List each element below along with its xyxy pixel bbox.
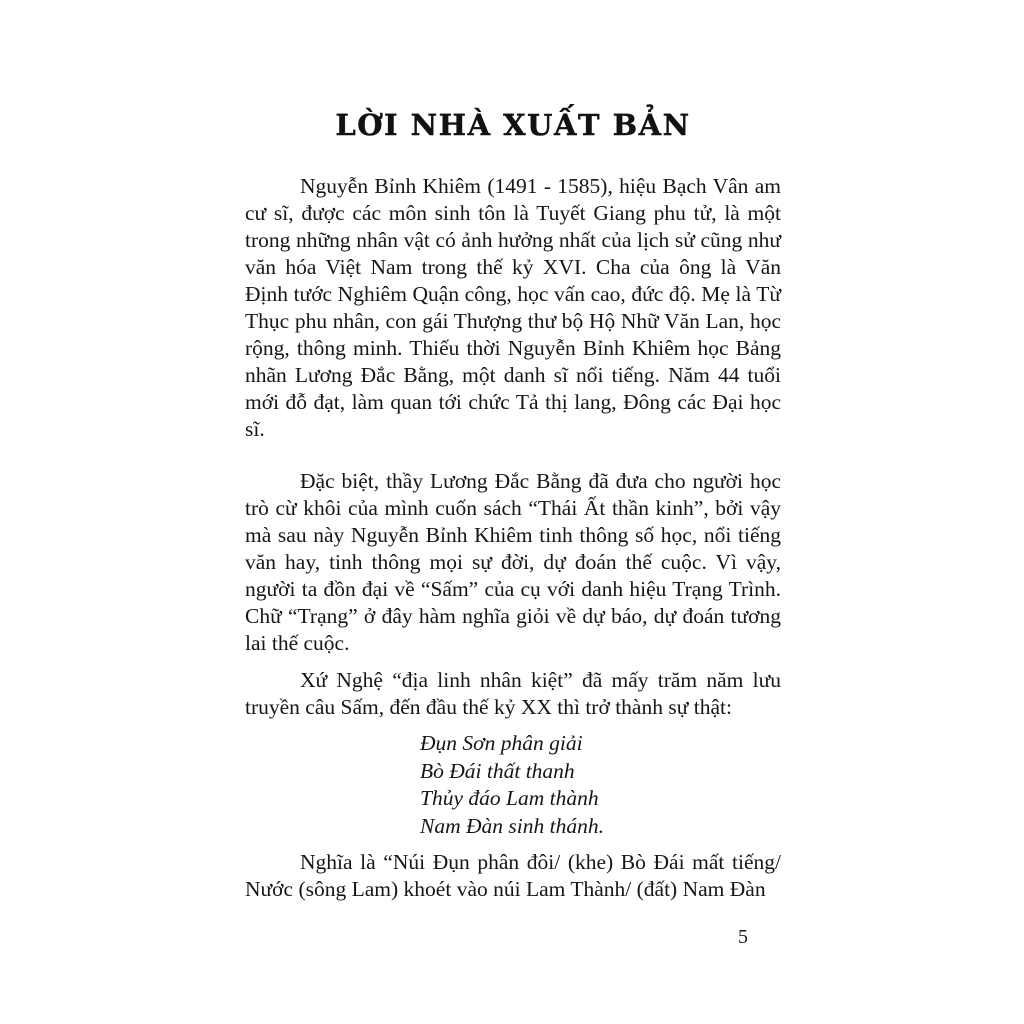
paragraph-xu-nghe: Xứ Nghệ “địa linh nhân kiệt” đã mấy trăm năm lưu truyền câu Sấm, đến đầu thế kỷ XX thì trở thành sự thật: [245,668,781,719]
prophecy-verse [420,730,781,840]
paragraph-verse-meaning: Nghĩa là “Núi Đụn phân đôi/ (khe) Bò Đái mất tiếng/ Nước (sông Lam) khoét vào núi Lam Thành/ (đất) Nam Đàn [245,850,781,901]
verse-line-4: Nam Đàn sinh thánh. [420,813,604,838]
paragraph-biography: Nguyễn Bỉnh Khiêm (1491 - 1585), hiệu Bạch Vân am cư sĩ, được các môn sinh tôn là Tuyết Giang phu tử, là một trong những nhân vật có ảnh hưởng nhất của lịch sử cũng như văn hóa Việt Nam trong thế kỷ XVI. Cha của ông là Văn Định tước Nghiêm Quận công, học vấn cao, đức độ. Mẹ là Từ Thục phu nhân, con gái Thượng thư bộ Hộ Nhữ Văn Lan, học rộng, thông minh. Thiếu thời Nguyễn Bỉnh Khiêm học Bảng nhãn Lương Đắc Bằng, một danh sĩ nổi tiếng. Năm 44 tuổi mới đỗ đạt, làm quan tới chức Tả thị lang, Đông các Đại học sĩ. [245,174,781,441]
verse-line-3: Thủy đáo Lam thành [420,786,599,810]
page-title: LỜI NHÀ XUẤT BẢN [335,108,691,142]
verse-line-1: Đụn Sơn phân giải [420,731,583,755]
text-block [245,108,781,903]
paragraph-thai-at-than-kinh: Đặc biệt, thầy Lương Đắc Bằng đã đưa cho người học trò cừ khôi của mình cuốn sách “Thái Ất thần kinh”, bởi vậy mà sau này Nguyễn Bỉnh Khiêm tinh thông số học, nổi tiếng văn hay, tinh thông mọi sự đời, dự đoán thế cuộc. Vì vậy, người ta đồn đại về “Sấm” của cụ với danh hiệu Trạng Trình. Chữ “Trạng” ở đây hàm nghĩa giỏi về dự báo, dự đoán tương lai thế cuộc. [245,469,781,655]
verse-line-2: Bò Đái thất thanh [420,758,575,783]
page-number: 5 [738,926,748,948]
